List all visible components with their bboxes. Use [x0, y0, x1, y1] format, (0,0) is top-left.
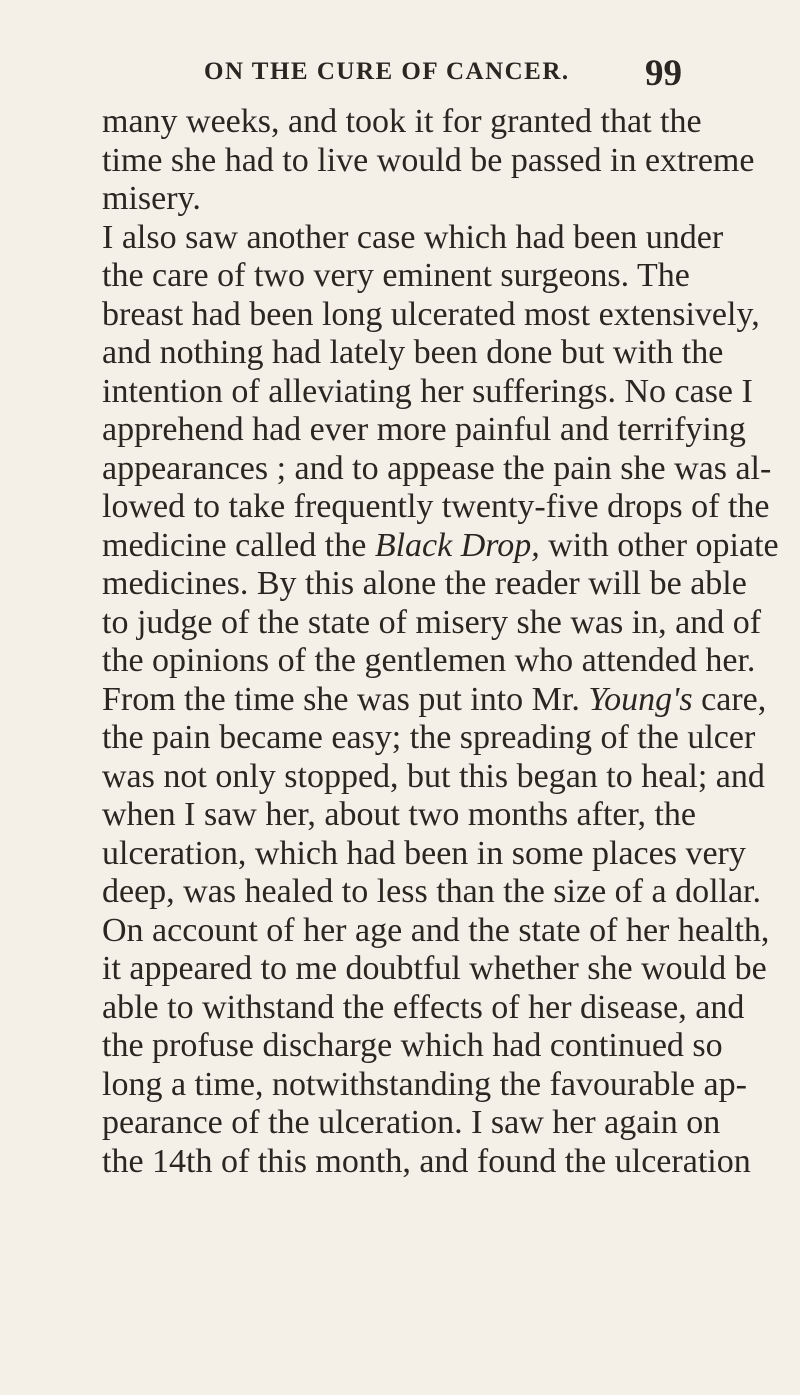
running-head-title: ON THE CURE OF CANCER. — [204, 58, 570, 85]
text-line: pearance of the ulceration. I saw her again on — [102, 1104, 721, 1141]
text-line-youngs — [102, 680, 767, 720]
text-line: the pain became easy; the spreading of the ulcer — [102, 719, 756, 756]
text-line: lowed to take frequently twenty-five drops of the — [102, 488, 770, 525]
paragraph-start-line: I also saw another case which had been under — [102, 218, 724, 256]
text-segment: From the time she was put into Mr. — [102, 680, 580, 718]
text-line: the 14th of this month, and found the ulceration — [102, 1142, 751, 1180]
italic-term-black-drop: Black Drop, — [374, 526, 540, 564]
text-line: the profuse discharge which had continued so — [102, 1027, 723, 1064]
text-line: was not only stopped, but this began to heal; and — [102, 757, 765, 795]
italic-name-youngs: Young's — [588, 680, 693, 718]
text-line: deep, was healed to less than the size of a dollar. — [102, 873, 761, 910]
text-line: to judge of the state of misery she was in, and of — [102, 603, 762, 641]
text-line: breast had been long ulcerated most extensively, — [102, 295, 760, 333]
text-line: appearances ; and to appease the pain she was al- — [102, 449, 772, 487]
text-line: it appeared to me doubtful whether she would be — [102, 950, 767, 987]
text-segment: care, — [701, 680, 767, 718]
text-segment: medicine called the — [102, 526, 367, 564]
text-line: many weeks, and took it for granted that the — [102, 103, 702, 140]
running-head — [102, 53, 682, 96]
text-line: and nothing had lately been done but with the — [102, 334, 724, 371]
page-number: 99 — [645, 53, 682, 94]
body-text — [102, 103, 779, 1181]
text-line: ulceration, which had been in some places very — [102, 834, 746, 872]
text-line: intention of alleviating her sufferings. No case I — [102, 372, 753, 410]
text-line: the care of two very eminent surgeons. The — [102, 257, 690, 294]
text-line: On account of her age and the state of her health, — [102, 911, 770, 949]
text-line: misery. — [102, 180, 201, 217]
text-line: apprehend had ever more painful and terrifying — [102, 411, 746, 448]
text-segment: with other opiate — [548, 526, 779, 564]
text-line-black-drop — [102, 526, 779, 566]
text-line: the opinions of the gentlemen who attended her. — [102, 642, 756, 679]
text-line: medicines. By this alone the reader will be able — [102, 565, 747, 602]
text-line: time she had to live would be passed in extreme — [102, 141, 755, 179]
text-line: long a time, notwithstanding the favourable ap- — [102, 1065, 747, 1103]
text-line: when I saw her, about two months after, the — [102, 796, 697, 833]
text-line: able to withstand the effects of her disease, and — [102, 988, 745, 1026]
